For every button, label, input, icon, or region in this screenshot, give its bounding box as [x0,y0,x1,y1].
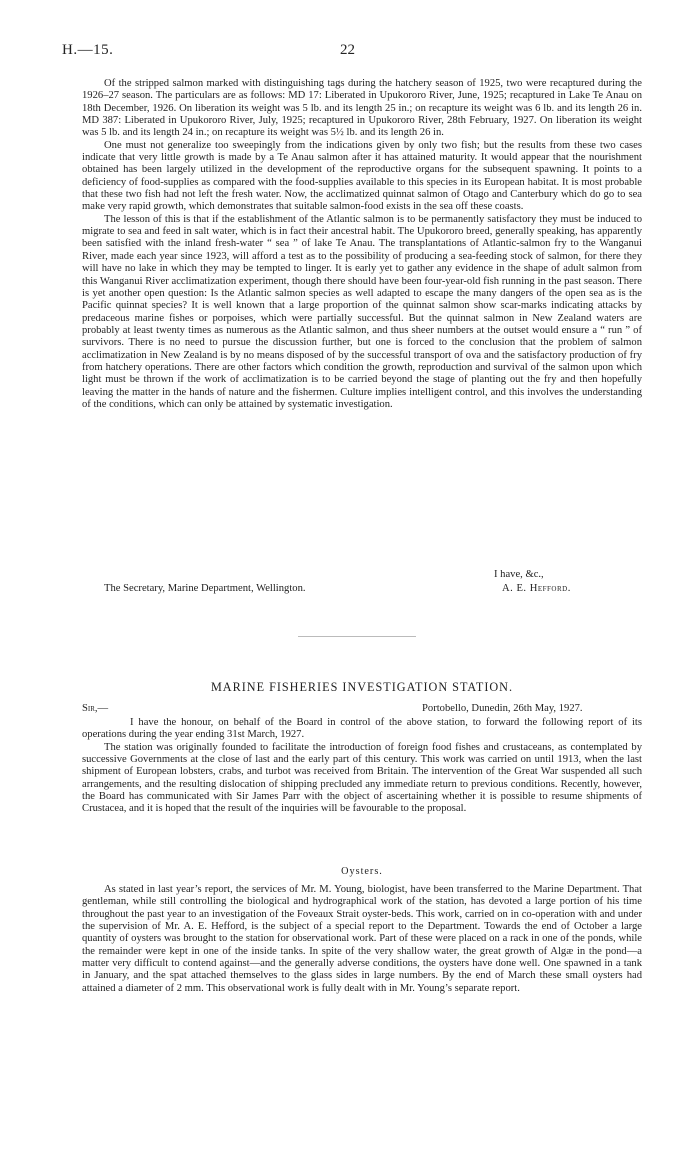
paragraph-growth: One must not generalize too sweepingly from the indications given by only two fish; but the results from these two cases indicate that very little growth is made by a Te Anau salmon after it has attained maturity. It would appear that the nourishment obtained has been largely utilized in the development of the reproductive organs for the subsequent spawning. It points to a deficiency of food-supplies as compared with the food-supplies available to this species in its European habitat. It is most probable that these two fish had not left the fresh water. Now, the acclimatized quinnat salmon of Otago and Canterbury which do go to sea make very rapid growth, which demonstrates that suitable salmon-food exists in the sea off these coasts. [82,139,642,213]
section-title: MARINE FISHERIES INVESTIGATION STATION. [210,680,514,694]
section-divider [298,636,416,637]
dateline: Portobello, Dunedin, 26th May, 1927. [422,703,583,714]
salmon-report-body [82,78,642,411]
paragraph-tagged-salmon: Of the stripped salmon marked with distinguishing tags during the hatchery season of 1925, two were recaptured during the 1926–27 season. The particulars are as follows: MD 17: Liberated in Upukororo River, June, 1925; recaptured in Lake Te Anau on 18th December, 1926. On liberation its weight was 5 lb. and its length 25 in.; on recapture its weight was 6 lb. and its length 26 in. MD 387: Liberated in Upukororo River, July, 1925; recaptured in Upukororo River, 28th February, 1927. On liberation its weight was 5 lb. and its length 24 in.; on recapture its weight was 5½ lb. and its length 26 in. [82,78,642,139]
page-header [62,42,640,64]
paragraph-station-history: The station was originally founded to facilitate the introduction of foreign food fishes and crustaceans, as contemplated by successive Governments at the close of last and the early part of this century. This work was carried on until 1913, when the last shipment of European lobsters, crabs, and turbot was received from Britain. The intervention of the Great War suspended all such arrangements, and the resulting dislocation of shipping precluded any immediate return to previous conditions. Recently, however, the Board has communicated with Sir James Parr with the object of ascertaining whether it is possible to resume shipments of Crustacea, and it is hoped that the result of the inquiries will be favourable to the proposal. [82,741,642,815]
salutation-line [82,703,642,717]
paragraph-honour: I have the honour, on behalf of the Board in control of the above station, to forward the following report of its operations during the year ending 31st March, 1927. [82,717,642,741]
oysters-heading: Oysters. [341,866,383,877]
signatory: A. E. Hefford. [502,583,571,594]
station-report-body [82,717,642,816]
oysters-body [82,884,642,995]
paragraph-lesson: The lesson of this is that if the establishment of the Atlantic salmon is to be permanently satisfactory they must be induced to migrate to sea and feed in salt water, which is in fact their ancestral habit. The Upukororo breed, generally speaking, has apparently been satisfied with the inland fresh-water “ sea ” of lake Te Anau. The transplantations of Atlantic-salmon fry to the Wanganui River, made each year since 1923, will afford a test as to the possibility of producing a sea-feeding stock of salmon, for there they will have no lake in which they may be tempted to linger. It is early yet to gather any evidence in the shape of adult salmon from this Wanganui River acclimatization experiment, though there should have been four-year-old fish running in the past season. There is yet another open question: Is the Atlantic salmon species as well adapted to escape the many dangers of the open sea as is the Pacific quinnat species? It is well known that a large proportion of the quinnat salmon show scar-marks indicating attacks by predaceous marine fishes or porpoises, which were partially successful. But the quinnat salmon in New Zealand waters are probably at least twenty times as numerous as the Atlantic salmon, and thus sheer numbers at the outset would ensure a “ run ” of survivors. There is no need to pursue the discussion further, but one is forced to the conclusion that the problem of salmon acclimatization in New Zealand is by no means disposed of by the successful transport of ova and the satisfactory production of fry from hatchery operations. There are other factors which condition the growth, reproduction and survival of the salmon upon which light must be thrown if the work of acclimatization is to be carried beyond the stage of planting out the fry and then hopefully leaving the matter in the hands of nature and the fishermen. Culture implies intelligent control, and this involves the understanding of the conditions, which can only be attained by systematic investigation. [82,213,642,410]
paragraph-oysters: As stated in last year’s report, the services of Mr. M. Young, biologist, have been transferred to the Marine Department. That gentleman, while still controlling the biological and hydrographical work of the station, has devoted a large portion of his time throughout the past year to an investigation of the Foveaux Strait oyster-beds. This work, carried on in co-operation with and under the supervision of Mr. A. E. Hefford, is the subject of a special report to the Department. Towards the end of October a large quantity of oysters was brought to the station for observational work. Part of these were placed on a rack in one of the ponds, while the remainder were kept in one of the inside tanks. In spite of the very shallow water, the great growth of Algæ in the pond—a matter very difficult to contend against—and the generally adverse conditions, the oysters have done well. One spawned in a tank in January, and the spat attached themselves to the glass sides in large numbers. By the end of March these small oysters had attained a diameter of 2 mm. This observational work is fully dealt with in Mr. Young’s separate report. [82,884,642,994]
addressee: The Secretary, Marine Department, Wellington. [104,583,306,594]
page-number: 22 [340,42,355,58]
report-reference: H.—15. [62,42,114,58]
salutation: Sir,— [82,703,109,714]
closing-line: I have, &c., [494,569,544,580]
